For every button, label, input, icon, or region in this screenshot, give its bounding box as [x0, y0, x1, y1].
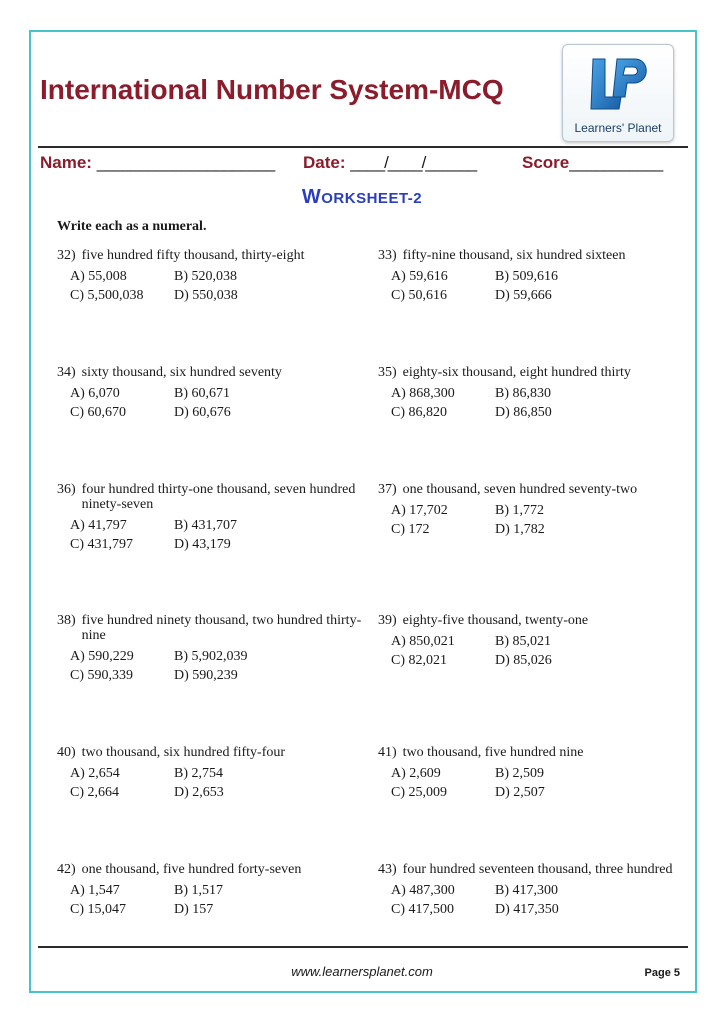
question-stem — [378, 862, 683, 877]
answer-option[interactable]: C) 172 — [391, 522, 430, 537]
answer-option[interactable]: C) 590,339 — [70, 668, 133, 683]
question-stem — [378, 248, 683, 263]
answer-option[interactable]: B) 2,754 — [174, 766, 223, 781]
question-stem — [57, 613, 362, 643]
page-title: International Number System-MCQ — [40, 74, 504, 105]
answer-option[interactable]: D) 550,038 — [174, 288, 238, 303]
question-number: 37) — [378, 482, 397, 497]
answer-option[interactable]: C) 50,616 — [391, 288, 447, 303]
answer-options — [391, 766, 683, 800]
question-text: four hundred thirty-one thousand, seven hundred ninety-seven — [81, 482, 356, 512]
question-item — [378, 365, 683, 420]
question-item — [57, 248, 362, 303]
answer-options — [391, 503, 683, 537]
answer-option[interactable]: A) 2,654 — [70, 766, 120, 781]
answer-options — [70, 766, 362, 800]
question-text: two thousand, five hundred nine — [402, 745, 584, 760]
question-stem — [57, 482, 362, 512]
answer-option[interactable]: A) 487,300 — [391, 883, 455, 898]
instruction: Write each as a numeral. — [57, 219, 207, 234]
score-field — [522, 153, 662, 173]
answer-options — [70, 649, 362, 683]
question-text: eighty-five thousand, twenty-one — [402, 613, 589, 628]
answer-option[interactable]: D) 417,350 — [495, 902, 559, 917]
answer-options — [391, 634, 683, 668]
answer-option[interactable]: D) 157 — [174, 902, 214, 917]
question-text: sixty thousand, six hundred seventy — [81, 365, 282, 380]
answer-option[interactable]: A) 2,609 — [391, 766, 441, 781]
question-item — [378, 745, 683, 800]
question-number: 41) — [378, 745, 397, 760]
question-number: 43) — [378, 862, 397, 877]
answer-option[interactable]: B) 431,707 — [174, 518, 237, 533]
question-number: 42) — [57, 862, 76, 877]
answer-option[interactable]: D) 2,507 — [495, 785, 545, 800]
answer-option[interactable]: C) 60,670 — [70, 405, 126, 420]
answer-options — [70, 883, 362, 917]
answer-option[interactable]: D) 85,026 — [495, 653, 552, 668]
question-stem — [378, 613, 683, 628]
answer-options — [391, 386, 683, 420]
answer-options — [391, 269, 683, 303]
header-divider — [38, 146, 688, 148]
answer-option[interactable]: C) 431,797 — [70, 537, 133, 552]
answer-option[interactable]: B) 509,616 — [495, 269, 558, 284]
footer-divider — [38, 946, 688, 948]
question-number: 36) — [57, 482, 76, 497]
question-text: five hundred fifty thousand, thirty-eight — [81, 248, 305, 263]
question-text: five hundred ninety thousand, two hundred thirty-nine — [81, 613, 362, 643]
name-blank[interactable]: _____________________ — [96, 153, 275, 172]
question-number: 34) — [57, 365, 76, 380]
answer-option[interactable]: A) 6,070 — [70, 386, 120, 401]
question-text: one thousand, seven hundred seventy-two — [402, 482, 638, 497]
question-item — [57, 365, 362, 420]
answer-option[interactable]: D) 590,239 — [174, 668, 238, 683]
score-blank[interactable]: ___________ — [569, 153, 663, 172]
answer-option[interactable]: A) 41,797 — [70, 518, 127, 533]
question-item — [57, 862, 362, 917]
question-stem — [57, 365, 362, 380]
question-item — [57, 482, 362, 552]
answer-option[interactable]: A) 55,008 — [70, 269, 127, 284]
question-number: 32) — [57, 248, 76, 263]
answer-option[interactable]: A) 1,547 — [70, 883, 120, 898]
worksheet-rest: ORKSHEET-2 — [321, 190, 423, 207]
answer-option[interactable]: B) 85,021 — [495, 634, 551, 649]
answer-option[interactable]: A) 868,300 — [391, 386, 455, 401]
answer-option[interactable]: C) 15,047 — [70, 902, 126, 917]
answer-option[interactable]: D) 2,653 — [174, 785, 224, 800]
question-stem — [378, 482, 683, 497]
answer-option[interactable]: C) 5,500,038 — [70, 288, 144, 303]
name-label: Name: — [40, 153, 92, 172]
answer-options — [70, 269, 362, 303]
question-number: 40) — [57, 745, 76, 760]
name-field — [40, 153, 274, 173]
question-item — [378, 248, 683, 303]
question-item — [378, 482, 683, 537]
date-label: Date: — [303, 153, 346, 172]
question-text: two thousand, six hundred fifty-four — [81, 745, 286, 760]
answer-option[interactable]: D) 1,782 — [495, 522, 545, 537]
answer-options — [391, 883, 683, 917]
question-stem — [378, 365, 683, 380]
question-number: 38) — [57, 613, 76, 628]
date-field — [303, 153, 476, 173]
answer-option[interactable]: B) 1,517 — [174, 883, 223, 898]
answer-option[interactable]: B) 5,902,039 — [174, 649, 248, 664]
answer-option[interactable]: D) 43,179 — [174, 537, 231, 552]
answer-option[interactable]: A) 59,616 — [391, 269, 448, 284]
answer-options — [70, 518, 362, 552]
answer-option[interactable]: B) 417,300 — [495, 883, 558, 898]
worksheet-heading — [0, 186, 724, 209]
answer-option[interactable]: C) 25,009 — [391, 785, 447, 800]
question-item — [57, 613, 362, 683]
question-item — [57, 745, 362, 800]
question-number: 33) — [378, 248, 397, 263]
answer-option[interactable]: A) 850,021 — [391, 634, 455, 649]
question-stem — [57, 862, 362, 877]
answer-option[interactable]: A) 590,229 — [70, 649, 134, 664]
answer-option[interactable]: B) 86,830 — [495, 386, 551, 401]
answer-options — [70, 386, 362, 420]
page-number: Page 5 — [644, 967, 680, 979]
question-text: one thousand, five hundred forty-seven — [81, 862, 302, 877]
learners-planet-logo — [562, 44, 674, 142]
answer-option[interactable]: B) 2,509 — [495, 766, 544, 781]
lp-logo-icon — [563, 45, 675, 125]
answer-option[interactable]: A) 17,702 — [391, 503, 448, 518]
question-item — [378, 862, 683, 917]
question-stem — [378, 745, 683, 760]
question-text: four hundred seventeen thousand, three hundred — [402, 862, 673, 877]
footer-url: www.learnersplanet.com — [291, 964, 433, 979]
answer-option[interactable]: B) 1,772 — [495, 503, 544, 518]
question-number: 39) — [378, 613, 397, 628]
answer-option[interactable]: C) 86,820 — [391, 405, 447, 420]
answer-option[interactable]: B) 520,038 — [174, 269, 237, 284]
date-blank[interactable]: ____/____/______ — [350, 153, 477, 172]
answer-option[interactable]: B) 60,671 — [174, 386, 230, 401]
logo-text: Learners' Planet — [574, 121, 662, 135]
answer-option[interactable]: D) 59,666 — [495, 288, 552, 303]
question-number: 35) — [378, 365, 397, 380]
question-text: fifty-nine thousand, six hundred sixteen — [402, 248, 626, 263]
answer-option[interactable]: D) 86,850 — [495, 405, 552, 420]
answer-option[interactable]: C) 2,664 — [70, 785, 119, 800]
worksheet-first-letter: W — [301, 186, 322, 208]
question-item — [378, 613, 683, 668]
question-stem — [57, 248, 362, 263]
answer-option[interactable]: C) 82,021 — [391, 653, 447, 668]
answer-option[interactable]: C) 417,500 — [391, 902, 454, 917]
answer-option[interactable]: D) 60,676 — [174, 405, 231, 420]
score-label: Score — [522, 153, 570, 172]
question-stem — [57, 745, 362, 760]
question-text: eighty-six thousand, eight hundred thirty — [402, 365, 631, 380]
